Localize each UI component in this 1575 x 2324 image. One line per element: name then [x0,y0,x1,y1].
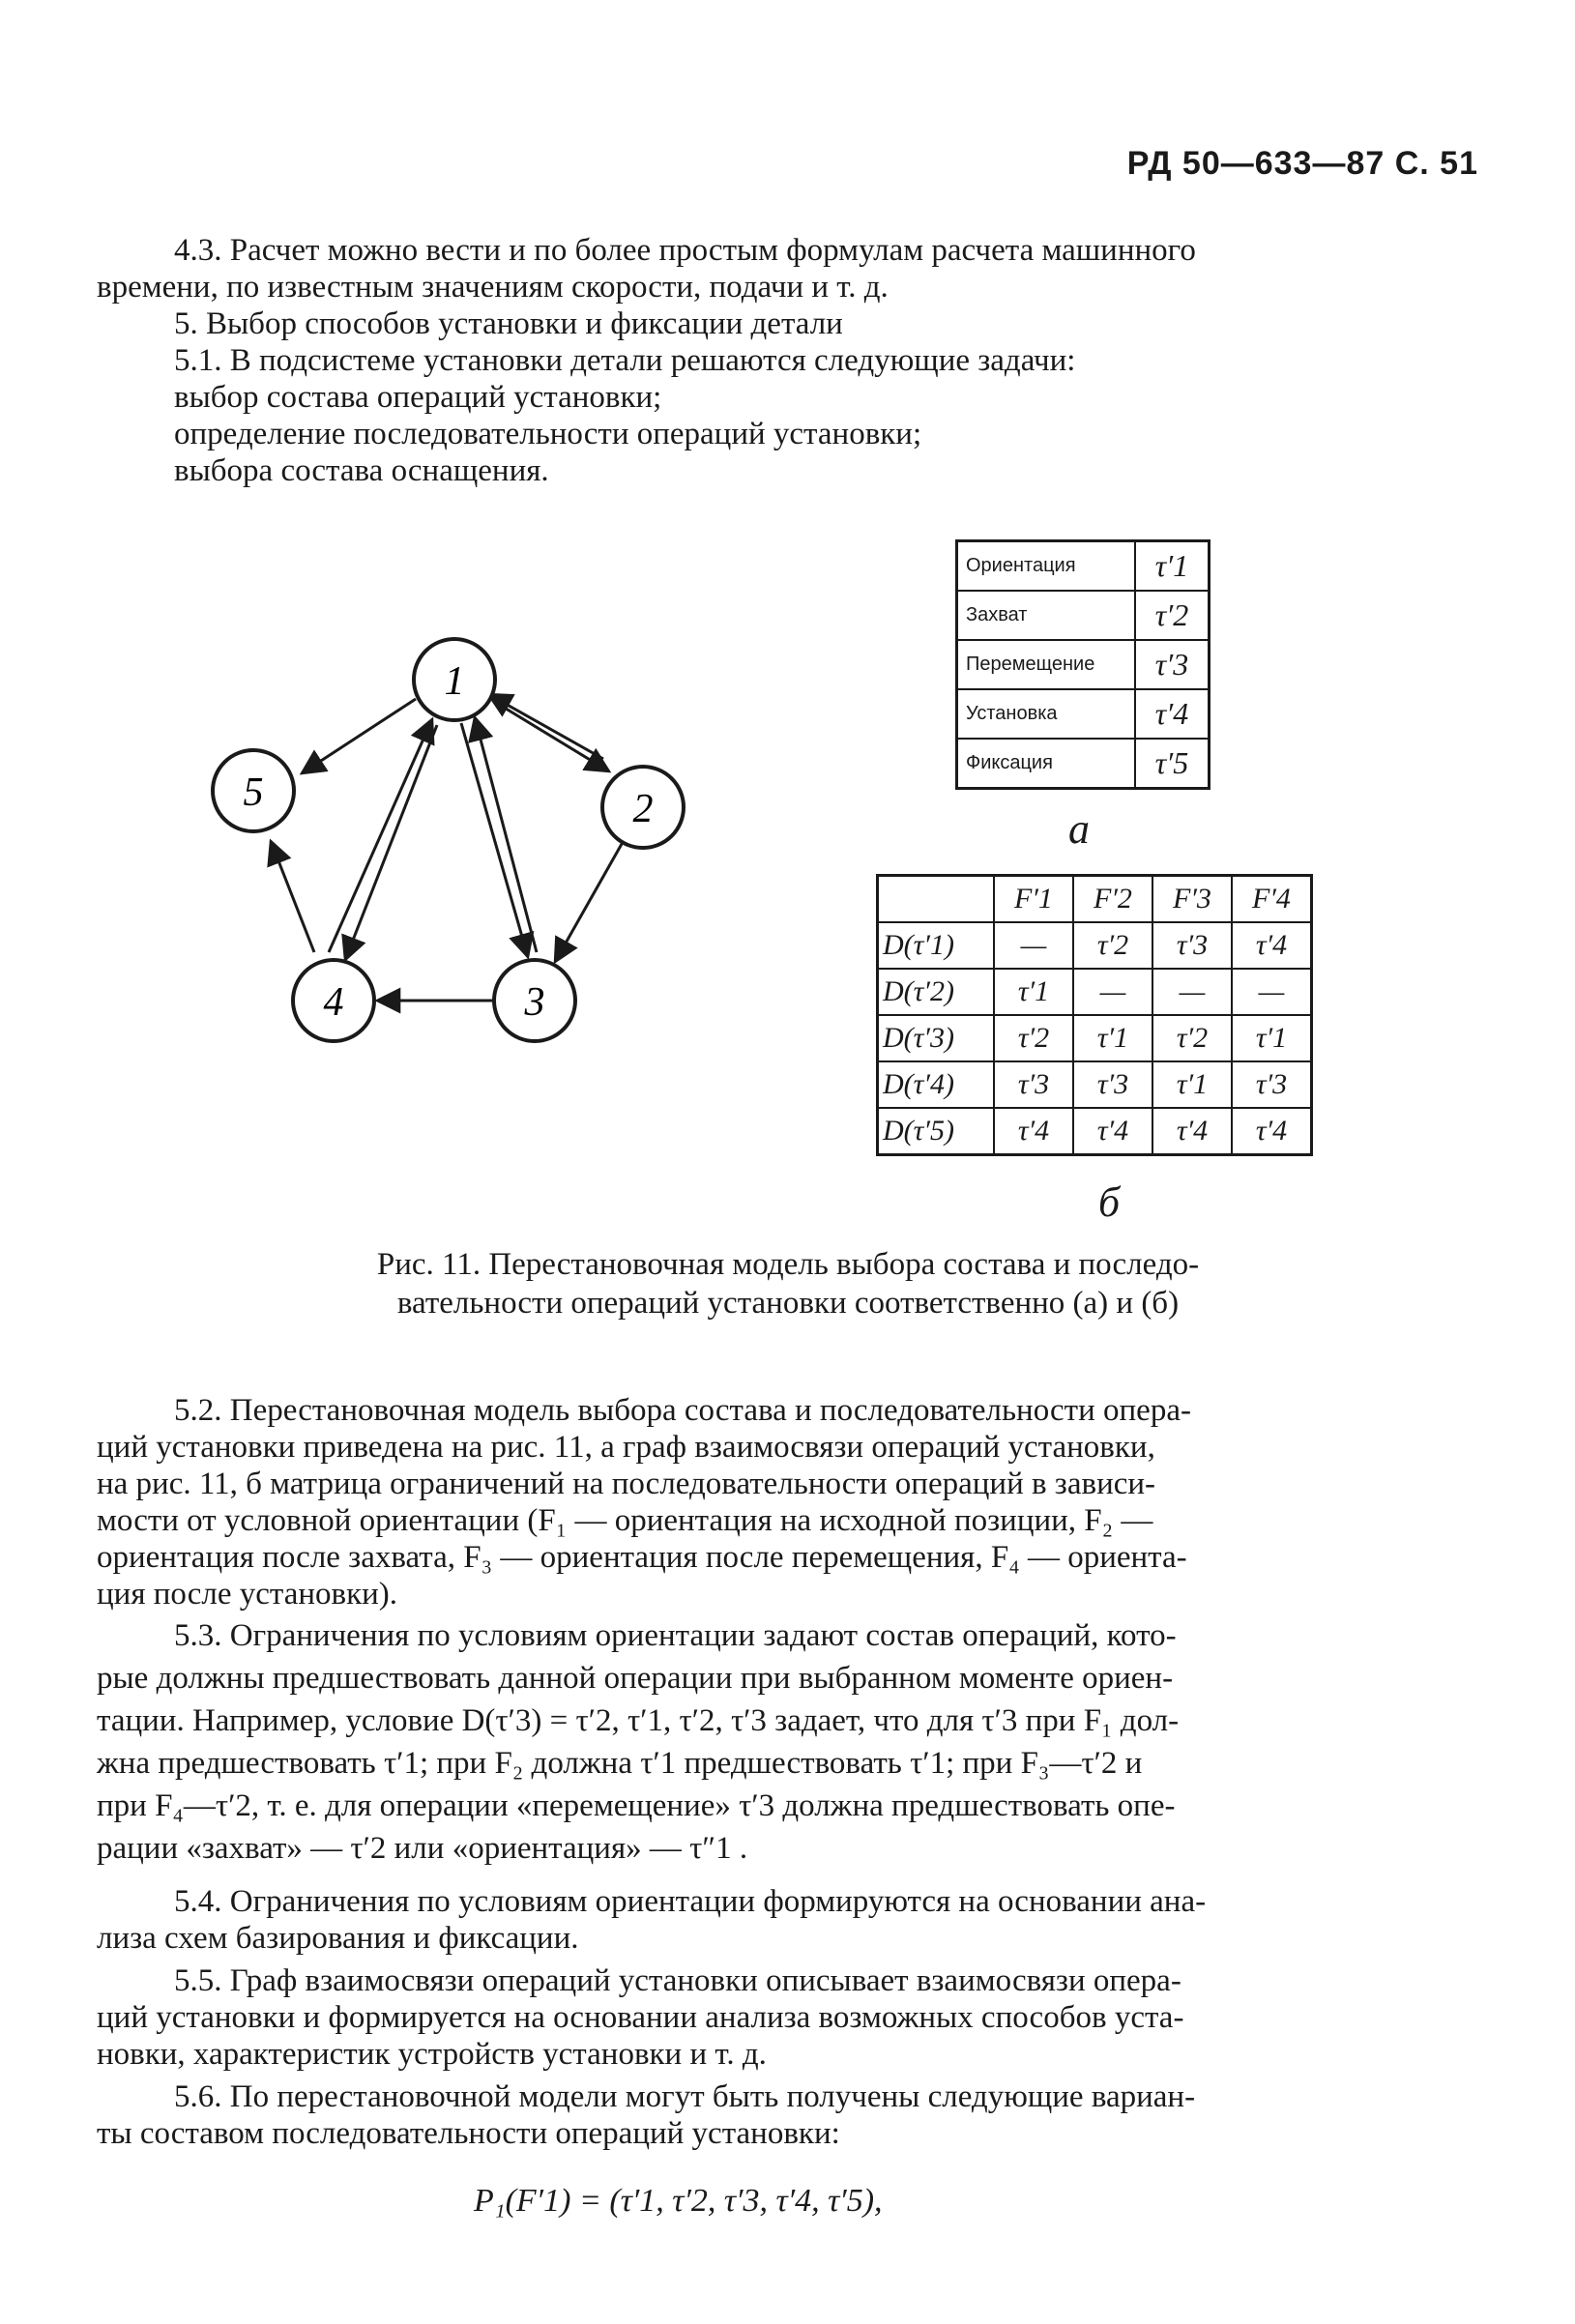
text-line: мости от условной ориентации (F₁ — ориентация на исходной позиции, F₂ — [97,1503,1153,1538]
operation-symbol: τ′4 [1135,689,1210,739]
figure-letter-b: б [1098,1178,1121,1226]
formula-p1: P₁(F′1) = (τ′1, τ′2, τ′3, τ′4, τ′5), [474,2183,883,2219]
paragraph-5-2 [97,1392,1479,1612]
matrix-col-header: F′1 [994,876,1073,923]
text-line: на рис. 11, б матрица ограничений на последовательности операций в зависи- [97,1467,1156,1501]
edge-1-2 [498,704,609,771]
matrix-header-row [878,876,1312,923]
operations-table [955,539,1210,790]
paragraph-5-5 [97,1962,1479,2073]
text-line: 5.3. Ограничения по условиям ориентации задают состав операций, кото- [174,1618,1177,1653]
matrix-cell: — [1232,969,1312,1015]
matrix-cell: D(τ′4) [878,1061,995,1108]
graph-node-5 [213,750,294,831]
intro-line: 5.1. В подсистеме установки детали решаются следующие задачи: [174,343,1076,378]
caption-line: вательности операций установки соответственно (а) и (б) [396,1286,1180,1321]
text-line: при F₄—τ′2, т. е. для операции «перемещение» τ′3 должна предшествовать опе- [97,1788,1176,1823]
figure-letter-a: а [1068,805,1090,853]
constraints-matrix [876,874,1313,1156]
text-line: 5.6. По перестановочной модели могут быть получены следующие вариан- [174,2079,1196,2114]
operation-label: Фиксация [957,739,1136,789]
matrix-row [878,1108,1312,1155]
page-header: РД 50—633—87 С. 51 [1126,145,1478,182]
caption-line: Рис. 11. Перестановочная модель выбора состава и последо- [376,1247,1200,1282]
svg-text:1: 1 [444,659,465,704]
edge-4-1 [329,719,432,952]
table-row [957,739,1210,789]
table-row [957,541,1210,592]
edge-3-1 [475,717,537,952]
edge-2-1 [488,694,603,759]
matrix-cell: D(τ′2) [878,969,995,1015]
text-line: ция после установки). [97,1577,398,1612]
matrix-cell: D(τ′3) [878,1015,995,1061]
matrix-cell: — [1073,969,1152,1015]
text-line: 5.5. Граф взаимосвязи операций установки описывает взаимосвязи опера- [174,1963,1181,1998]
matrix-row [878,1015,1312,1061]
intro-line: выбор состава операций установки; [174,380,662,415]
figure-caption [97,1245,1479,1322]
intro-line: выбора состава оснащения. [174,453,549,488]
matrix-cell: τ′1 [1152,1061,1232,1108]
edge-1-4 [345,725,437,960]
matrix-corner [878,876,995,923]
text-line: ций установки приведена на рис. 11, а граф взаимосвязи операций установки, [97,1430,1155,1465]
matrix-cell: τ′4 [1073,1108,1152,1155]
intro-line: времени, по известным значениям скорости, подачи и т. д. [97,270,889,305]
matrix-cell: D(τ′5) [878,1108,995,1155]
matrix-cell: τ′3 [1232,1061,1312,1108]
paragraph-5-4 [97,1883,1479,1957]
operation-label: Ориентация [957,541,1136,592]
matrix-cell: τ′1 [1232,1015,1312,1061]
matrix-cell: — [1152,969,1232,1015]
svg-text:2: 2 [632,787,654,831]
operation-label: Захват [957,591,1136,640]
table-row [957,689,1210,739]
paragraph-5-3 [97,1614,1479,1870]
table-row [957,591,1210,640]
operation-label: Установка [957,689,1136,739]
edge-4-5 [271,841,314,952]
edge-2-3 [555,844,622,962]
intro-line: 5. Выбор способов установки и фиксации детали [174,306,843,341]
text-line: ориентация после захвата, F₃ — ориентация после перемещения, F₄ — ориента- [97,1540,1187,1575]
operation-symbol: τ′3 [1135,640,1210,689]
matrix-cell: τ′4 [994,1108,1073,1155]
svg-text:4: 4 [323,980,344,1025]
matrix-cell: τ′3 [1073,1061,1152,1108]
matrix-cell: τ′1 [1073,1015,1152,1061]
graph-node-1 [414,639,495,720]
matrix-col-header: F′2 [1073,876,1152,923]
operation-symbol: τ′5 [1135,739,1210,789]
matrix-row [878,1061,1312,1108]
operation-symbol: τ′1 [1135,541,1210,592]
matrix-col-header: F′4 [1232,876,1312,923]
text-line: рые должны предшествовать данной операции при выбранном моменте ориен- [97,1661,1174,1696]
matrix-cell: τ′3 [994,1061,1073,1108]
graph-node-3 [494,960,575,1041]
matrix-cell: D(τ′1) [878,922,995,969]
operation-label: Перемещение [957,640,1136,689]
matrix-cell: τ′4 [1152,1108,1232,1155]
matrix-cell: τ′2 [1152,1015,1232,1061]
matrix-cell: — [994,922,1073,969]
graph-node-2 [602,767,684,848]
intro-line: определение последовательности операций установки; [174,417,922,451]
text-line: рации «захват» — τ′2 или «ориентация» — τ″1 . [97,1831,748,1866]
matrix-cell: τ′4 [1232,1108,1312,1155]
text-line: лиза схем базирования и фиксации. [97,1921,579,1956]
matrix-col-header: F′3 [1152,876,1232,923]
text-line: 5.4. Ограничения по условиям ориентации формируются на основании ана- [174,1884,1207,1919]
table-row [957,640,1210,689]
intro-line: 4.3. Расчет можно вести и по более простым формулам расчета машинного [174,233,1196,268]
svg-text:3: 3 [524,980,545,1025]
text-line: ций установки и формируется на основании анализа возможных способов уста- [97,2000,1184,2035]
text-line: жна предшествовать τ′1; при F₂ должна τ′1 предшествовать τ′1; при F₃—τ′2 и [97,1746,1143,1781]
svg-text:5: 5 [243,770,264,815]
matrix-cell: τ′2 [1073,922,1152,969]
text-line: новки, характеристик устройств установки и т. д. [97,2037,767,2072]
paragraph-5-6 [97,2078,1479,2152]
edge-1-5 [302,699,416,773]
matrix-cell: τ′3 [1152,922,1232,969]
matrix-cell: τ′1 [994,969,1073,1015]
text-line: 5.2. Перестановочная модель выбора состава и последовательности опера- [174,1393,1191,1428]
matrix-row [878,922,1312,969]
edge-1-3 [461,723,528,957]
graph-node-4 [293,960,374,1041]
matrix-row [878,969,1312,1015]
graph-nodes [213,639,684,1041]
operation-symbol: τ′2 [1135,591,1210,640]
text-line: тации. Например, условие D(τ′3) = τ′2, τ′1, τ′2, τ′3 задает, что для τ′3 при F₁ дол- [97,1703,1180,1738]
matrix-cell: τ′2 [994,1015,1073,1061]
matrix-cell: τ′4 [1232,922,1312,969]
text-line: ты составом последовательности операций установки: [97,2116,840,2151]
graph-edges [271,694,622,1001]
